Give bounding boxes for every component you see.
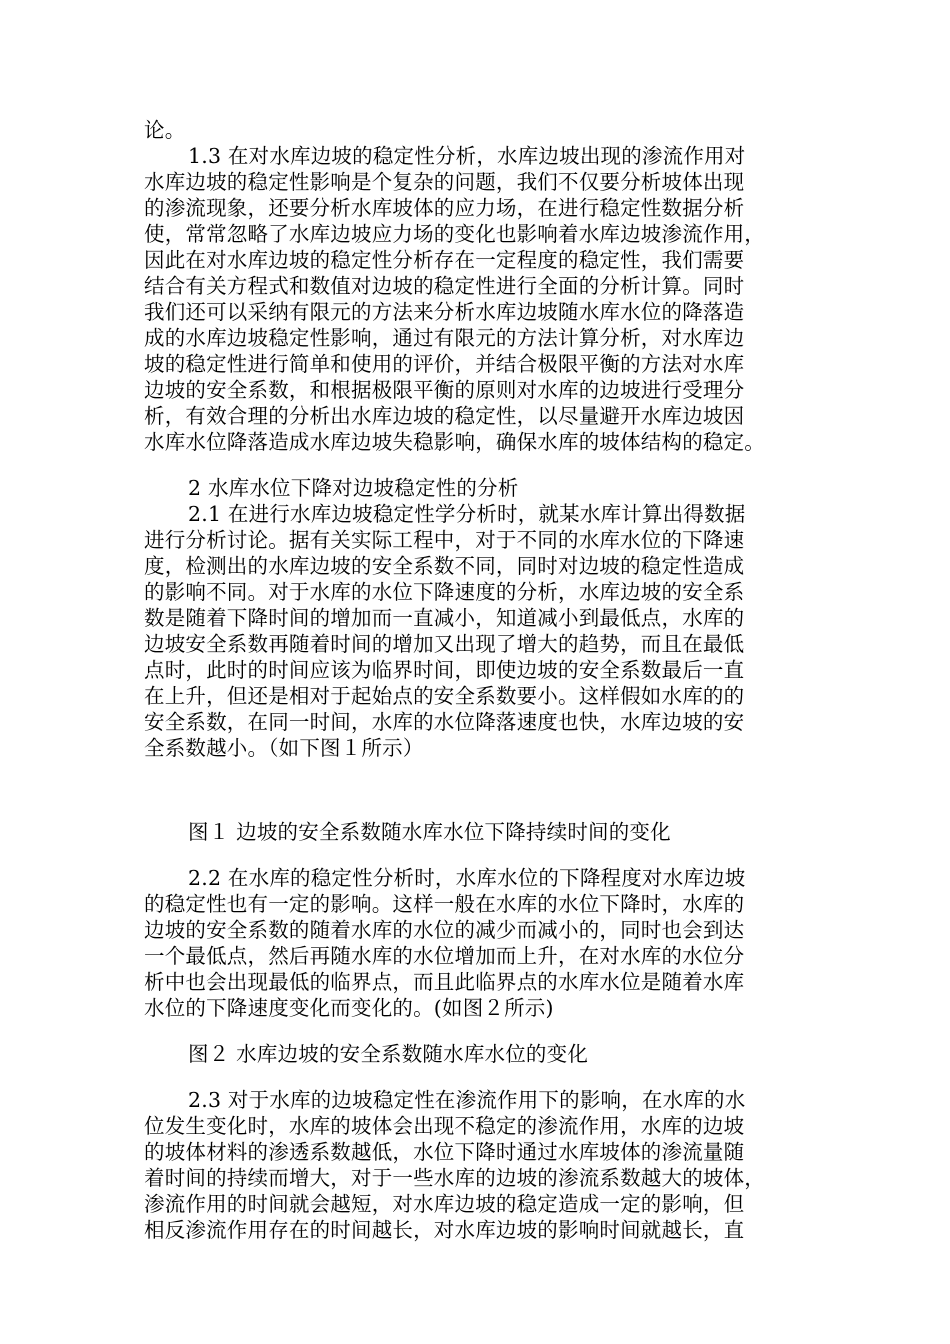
section-heading-2: [144, 475, 806, 501]
text-line: 2.2 在水库的稳定性分析时，水库水位的下降程度对水库边坡: [188, 866, 746, 890]
text-line: 论。: [144, 118, 186, 142]
paragraph-2-3: [144, 1087, 806, 1243]
text-line: 我们还可以采纳有限元的方法来分析水库边坡随水库水位的降落造: [144, 300, 745, 324]
text-line: 一个最低点，然后再随水库的水位增加而上升，在对水库的水位分: [144, 944, 745, 968]
text-line: 进行分析讨论。据有关实际工程中，对于不同的水库水位的下降速: [144, 528, 745, 552]
figure-caption: 图１ 边坡的安全系数随水库水位下降持续时间的变化: [188, 820, 671, 844]
text-line: 1.3 在对水库边坡的稳定性分析，水库边坡出现的渗流作用对: [188, 144, 746, 168]
text-line: 因此在对水库边坡的稳定性分析存在一定程度的稳定性，我们需要: [144, 248, 745, 272]
text-line: 点时，此时的时间应该为临界时间，即使边坡的安全系数最后一直: [144, 658, 745, 682]
text-line: 安全系数，在同一时间，水库的水位降落速度也快，水库边坡的安: [144, 710, 745, 734]
text-line: 位发生变化时，水库的坡体会出现不稳定的渗流作用，水库的边坡: [144, 1114, 745, 1138]
text-line: 的坡体材料的渗透系数越低，水位下降时通过水库坡体的渗流量随: [144, 1140, 745, 1164]
text-line: 在上升，但还是相对于起始点的安全系数要小。这样假如水库的的: [144, 684, 745, 708]
figure-1-caption: [144, 819, 806, 845]
text-line: 2.3 对于水库的边坡稳定性在渗流作用下的影响，在水库的水: [188, 1088, 746, 1112]
paragraph-2-1: [144, 501, 806, 761]
text-line: 的影响不同。对于水库的水位下降速度的分析，水库边坡的安全系: [144, 580, 745, 604]
text-line: 度，检测出的水库边坡的安全系数不同，同时对边坡的稳定性造成: [144, 554, 745, 578]
text-line: 水库边坡的稳定性影响是个复杂的问题，我们不仅要分析坡体出现: [144, 170, 745, 194]
text-line: 边坡安全系数再随着时间的增加又出现了增大的趋势，而且在最低: [144, 632, 745, 656]
text-line: 渗流作用的时间就会越短，对水库边坡的稳定造成一定的影响，但: [144, 1192, 745, 1216]
paragraph-2-2: [144, 865, 806, 1021]
text-line: 结合有关方程式和数值对边坡的稳定性进行全面的分析计算。同时: [144, 274, 745, 298]
document-page: [144, 117, 806, 1243]
text-line: 2.1 在进行水库边坡稳定性学分析时，就某水库计算出得数据: [188, 502, 746, 526]
text-line: 着时间的持续而增大，对于一些水库的边坡的渗流系数越大的坡体，: [144, 1166, 765, 1190]
text-line: 坡的稳定性进行简单和使用的评价，并结合极限平衡的方法对水库: [144, 352, 745, 376]
text-line: 析中也会出现最低的临界点，而且此临界点的水库水位是随着水库: [144, 970, 745, 994]
text-line: 水位的下降速度变化而变化的。(如图２所示): [144, 996, 554, 1020]
paragraph-1-3: [144, 143, 806, 455]
text-line: 析，有效合理的分析出水库边坡的稳定性，以尽量避开水库边坡因: [144, 404, 745, 428]
paragraph-continuation: [144, 117, 806, 143]
text-line: 成的水库边坡稳定性影响，通过有限元的方法计算分析，对水库边: [144, 326, 745, 350]
text-line: 的渗流现象，还要分析水库坡体的应力场，在进行稳定性数据分析: [144, 196, 745, 220]
section-heading: 2 水库水位下降对边坡稳定性的分析: [188, 476, 519, 500]
figure-2-caption: [144, 1041, 806, 1067]
text-line: 全系数越小。（如下图１所示）: [144, 736, 424, 760]
text-line: 边坡的安全系数的随着水库的水位的减少而减小的，同时也会到达: [144, 918, 745, 942]
text-line: 水库水位降落造成水库边坡失稳影响，确保水库的坡体结构的稳定。: [144, 430, 765, 454]
text-line: 使，常常忽略了水库边坡应力场的变化也影响着水库边坡渗流作用，: [144, 222, 765, 246]
text-line: 数是随着下降时间的增加而一直减小，知道减小到最低点，水库的: [144, 606, 745, 630]
text-line: 的稳定性也有一定的影响。这样一般在水库的水位下降时，水库的: [144, 892, 745, 916]
text-line: 边坡的安全系数，和根据极限平衡的原则对水库的边坡进行受理分: [144, 378, 745, 402]
figure-caption: 图２ 水库边坡的安全系数随水库水位的变化: [188, 1042, 589, 1066]
text-line: 相反渗流作用存在的时间越长，对水库边坡的影响时间就越长，直: [144, 1218, 745, 1242]
